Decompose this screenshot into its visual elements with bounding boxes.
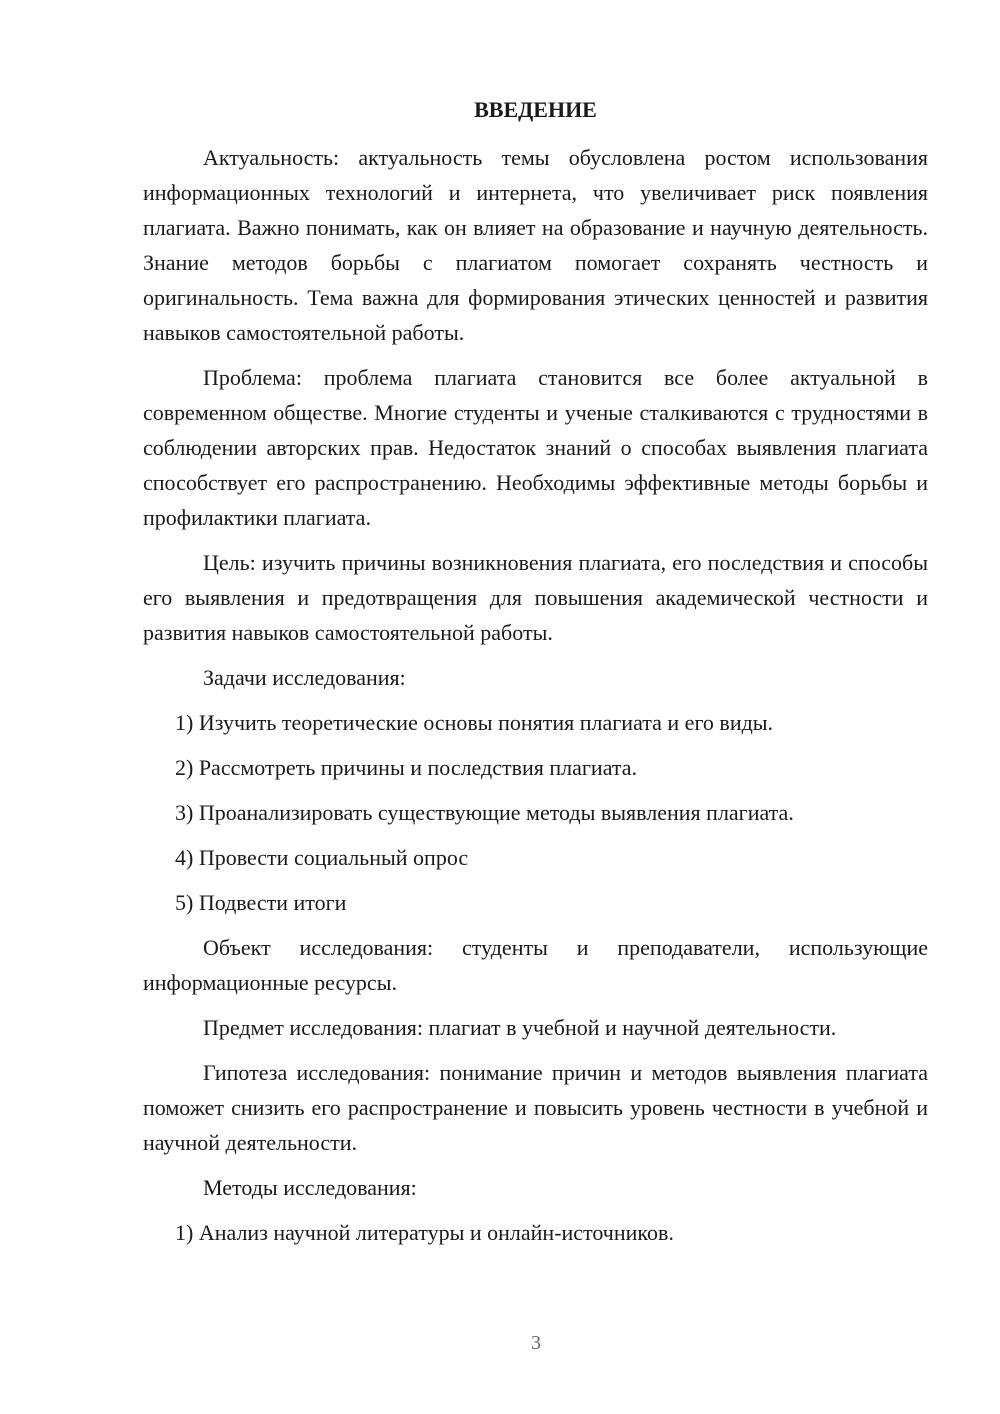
subject-paragraph: Предмет исследования: плагиат в учебной и научной деятельности. (203, 1015, 837, 1040)
object-paragraph: Объект исследования: студенты и преподаватели, использующие информационные ресурсы. (143, 935, 928, 995)
methods-heading: Методы исследования: (203, 1175, 417, 1200)
list-item: 4) Провести социальный опрос (175, 845, 469, 870)
methods-list (143, 1215, 928, 1250)
problem-paragraph: Проблема: проблема плагиата становится все более актуальной в современном обществе. Многие студенты и ученые сталкиваются с трудностями в соблюдении авторских прав. Недостаток знаний о способах выявления плагиата способствует его распространению. Необходимы эффективные методы борьбы и профилактики плагиата. (143, 365, 928, 530)
list-item: 2) Рассмотреть причины и последствия плагиата. (175, 755, 638, 780)
tasks-heading: Задачи исследования: (203, 665, 406, 690)
page-title: ВВЕДЕНИЕ (474, 97, 597, 122)
list-item: 1) Изучить теоретические основы понятия плагиата и его виды. (175, 710, 774, 735)
tasks-list (143, 705, 928, 920)
list-item: 5) Подвести итоги (175, 890, 347, 915)
list-item: 1) Анализ научной литературы и онлайн-источников. (175, 1220, 674, 1245)
list-item: 3) Проанализировать существующие методы выявления плагиата. (175, 800, 794, 825)
document-page (143, 92, 928, 1260)
relevance-paragraph: Актуальность: актуальность темы обусловлена ростом использования информационных технологий и интернета, что увеличивает риск появления плагиата. Важно понимать, как он влияет на образование и научную деятельность. Знание методов борьбы с плагиатом помогает сохранять честность и оригинальность. Тема важна для формирования этических ценностей и развития навыков самостоятельной работы. (143, 145, 928, 345)
goal-paragraph: Цель: изучить причины возникновения плагиата, его последствия и способы его выявления и предотвращения для повышения академической честности и развития навыков самостоятельной работы. (143, 550, 928, 645)
hypothesis-paragraph: Гипотеза исследования: понимание причин и методов выявления плагиата поможет снизить его распространение и повысить уровень честности в учебной и научной деятельности. (143, 1060, 928, 1155)
page-number: 3 (531, 1332, 541, 1354)
